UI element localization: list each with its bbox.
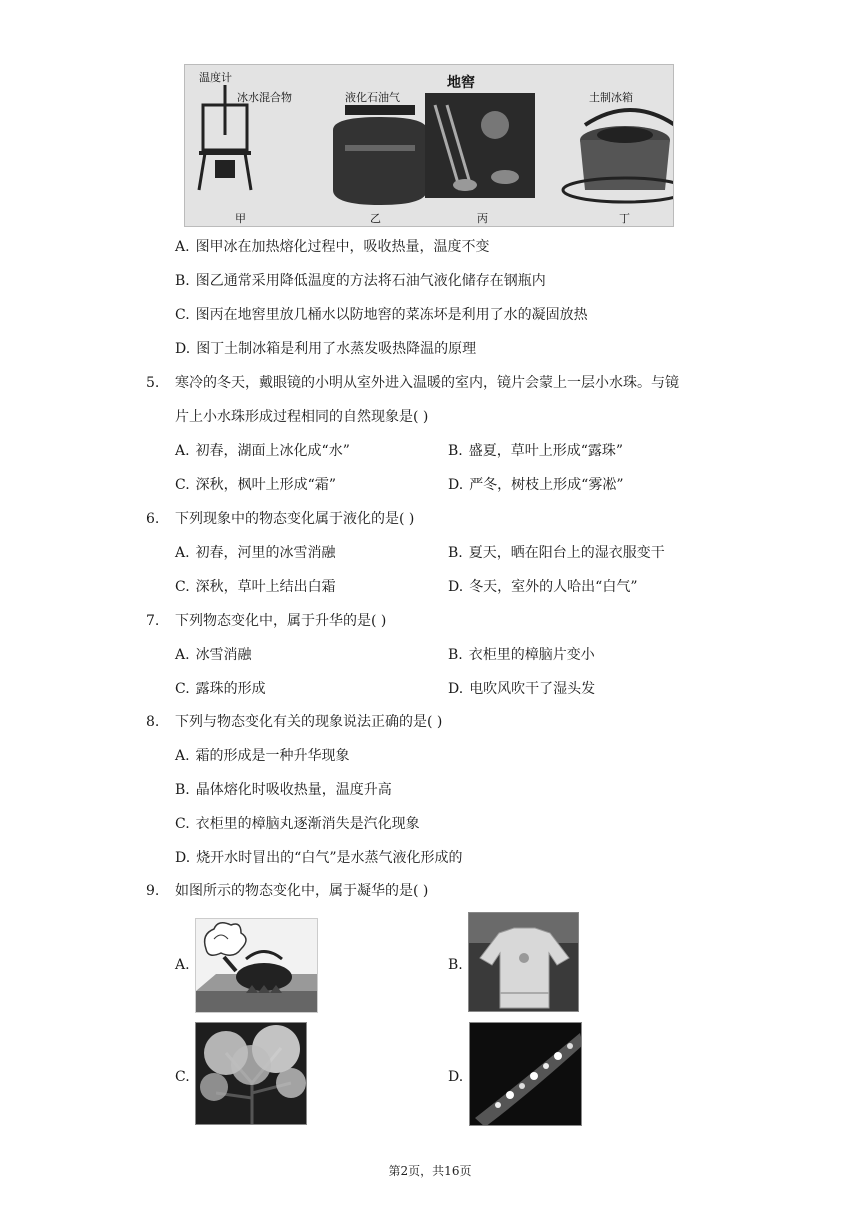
q9-option-a-kettle-image[interactable] (195, 918, 318, 1013)
q6-option-a[interactable]: A. 初春，河里的冰雪消融 (175, 545, 336, 561)
q9-option-d-label[interactable]: D. (448, 1069, 464, 1085)
q7-option-b[interactable]: B. 衣柜里的樟脑片变小 (448, 647, 595, 663)
q7-option-a[interactable]: A. 冰雪消融 (175, 647, 252, 663)
svg-text:冰水混合物: 冰水混合物 (237, 91, 292, 104)
q9-stem: 如图所示的物态变化中，属于凝华的是( ) (175, 883, 429, 899)
q5-number: 5. (146, 375, 160, 391)
page-footer: 第2页，共16页 (388, 1164, 472, 1178)
q8-number: 8. (146, 714, 160, 730)
q9-option-c-label[interactable]: C. (175, 1069, 190, 1085)
svg-text:乙: 乙 (370, 212, 381, 225)
figure-states-of-matter (184, 64, 674, 227)
figure-yi-cylinder (333, 105, 427, 205)
q5-option-c[interactable]: C. 深秋，枫叶上形成“霜” (175, 477, 336, 493)
q6-option-c[interactable]: C. 深秋，草叶上结出白霜 (175, 579, 336, 595)
q8-option-c[interactable]: C. 衣柜里的樟脑丸逐渐消失是汽化现象 (175, 816, 420, 832)
q4-option-c[interactable]: C. 图丙在地窖里放几桶水以防地窖的菜冻坏是利用了水的凝固放热 (175, 307, 588, 323)
q7-option-c[interactable]: C. 露珠的形成 (175, 681, 266, 697)
q6-option-d[interactable]: D. 冬天，室外的人哈出“白气” (448, 579, 638, 595)
svg-text:甲: 甲 (235, 212, 246, 225)
q6-option-b[interactable]: B. 夏天，晒在阳台上的湿衣服变干 (448, 545, 665, 561)
q5-stem-line2: 片上小水珠形成过程相同的自然现象是( ) (175, 409, 429, 425)
figure-illustration (185, 65, 674, 227)
q9-option-b-label[interactable]: B. (448, 957, 463, 973)
q4-option-a[interactable]: A. 图甲冰在加热熔化过程中，吸收热量，温度不变 (175, 239, 490, 255)
q7-stem: 下列物态变化中，属于升华的是( ) (175, 613, 387, 629)
q7-option-d[interactable]: D. 电吹风吹干了湿头发 (448, 681, 596, 697)
kettle-steam-icon (196, 919, 318, 1013)
svg-text:温度计: 温度计 (199, 71, 232, 84)
q9-number: 9. (146, 883, 160, 899)
q5-stem-line1: 寒冷的冬天，戴眼镜的小明从室外进入温暖的室内，镜片会蒙上一层小水珠。与镜 (175, 375, 679, 391)
q8-option-b[interactable]: B. 晶体熔化时吸收热量，温度升高 (175, 782, 392, 798)
svg-text:土制冰箱: 土制冰箱 (589, 91, 633, 104)
q5-option-d[interactable]: D. 严冬，树枝上形成“雾凇” (448, 477, 624, 493)
q8-option-d[interactable]: D. 烧开水时冒出的“白气”是水蒸气液化形成的 (175, 850, 463, 866)
q8-option-a[interactable]: A. 霜的形成是一种升华现象 (175, 748, 350, 764)
dew-drops-icon (470, 1023, 582, 1126)
q5-option-a[interactable]: A. 初春，湖面上冰化成“水” (175, 443, 350, 459)
svg-text:丙: 丙 (477, 212, 488, 225)
q5-option-b[interactable]: B. 盛夏，草叶上形成“露珠” (448, 443, 624, 459)
q8-stem: 下列与物态变化有关的现象说法正确的是( ) (175, 714, 443, 730)
q4-option-d[interactable]: D. 图丁土制冰箱是利用了水蒸发吸热降温的原理 (175, 341, 477, 357)
q9-option-a-label[interactable]: A. (175, 957, 190, 973)
figure-bing-cellar (425, 93, 535, 198)
q6-stem: 下列现象中的物态变化属于液化的是( ) (175, 511, 415, 527)
q9-option-d-dew-image[interactable] (469, 1022, 582, 1126)
q7-number: 7. (146, 613, 160, 629)
svg-text:液化石油气: 液化石油气 (345, 91, 400, 104)
q6-number: 6. (146, 511, 160, 527)
q9-option-c-tree-image[interactable] (195, 1022, 307, 1125)
svg-text:丁: 丁 (619, 212, 630, 225)
svg-text:地窖: 地窖 (447, 75, 475, 91)
frosted-tree-icon (196, 1023, 307, 1125)
frozen-sweater-icon (469, 913, 579, 1012)
q4-option-b[interactable]: B. 图乙通常采用降低温度的方法将石油气液化储存在钢瓶内 (175, 273, 546, 289)
q9-option-b-sweater-image[interactable] (468, 912, 579, 1012)
